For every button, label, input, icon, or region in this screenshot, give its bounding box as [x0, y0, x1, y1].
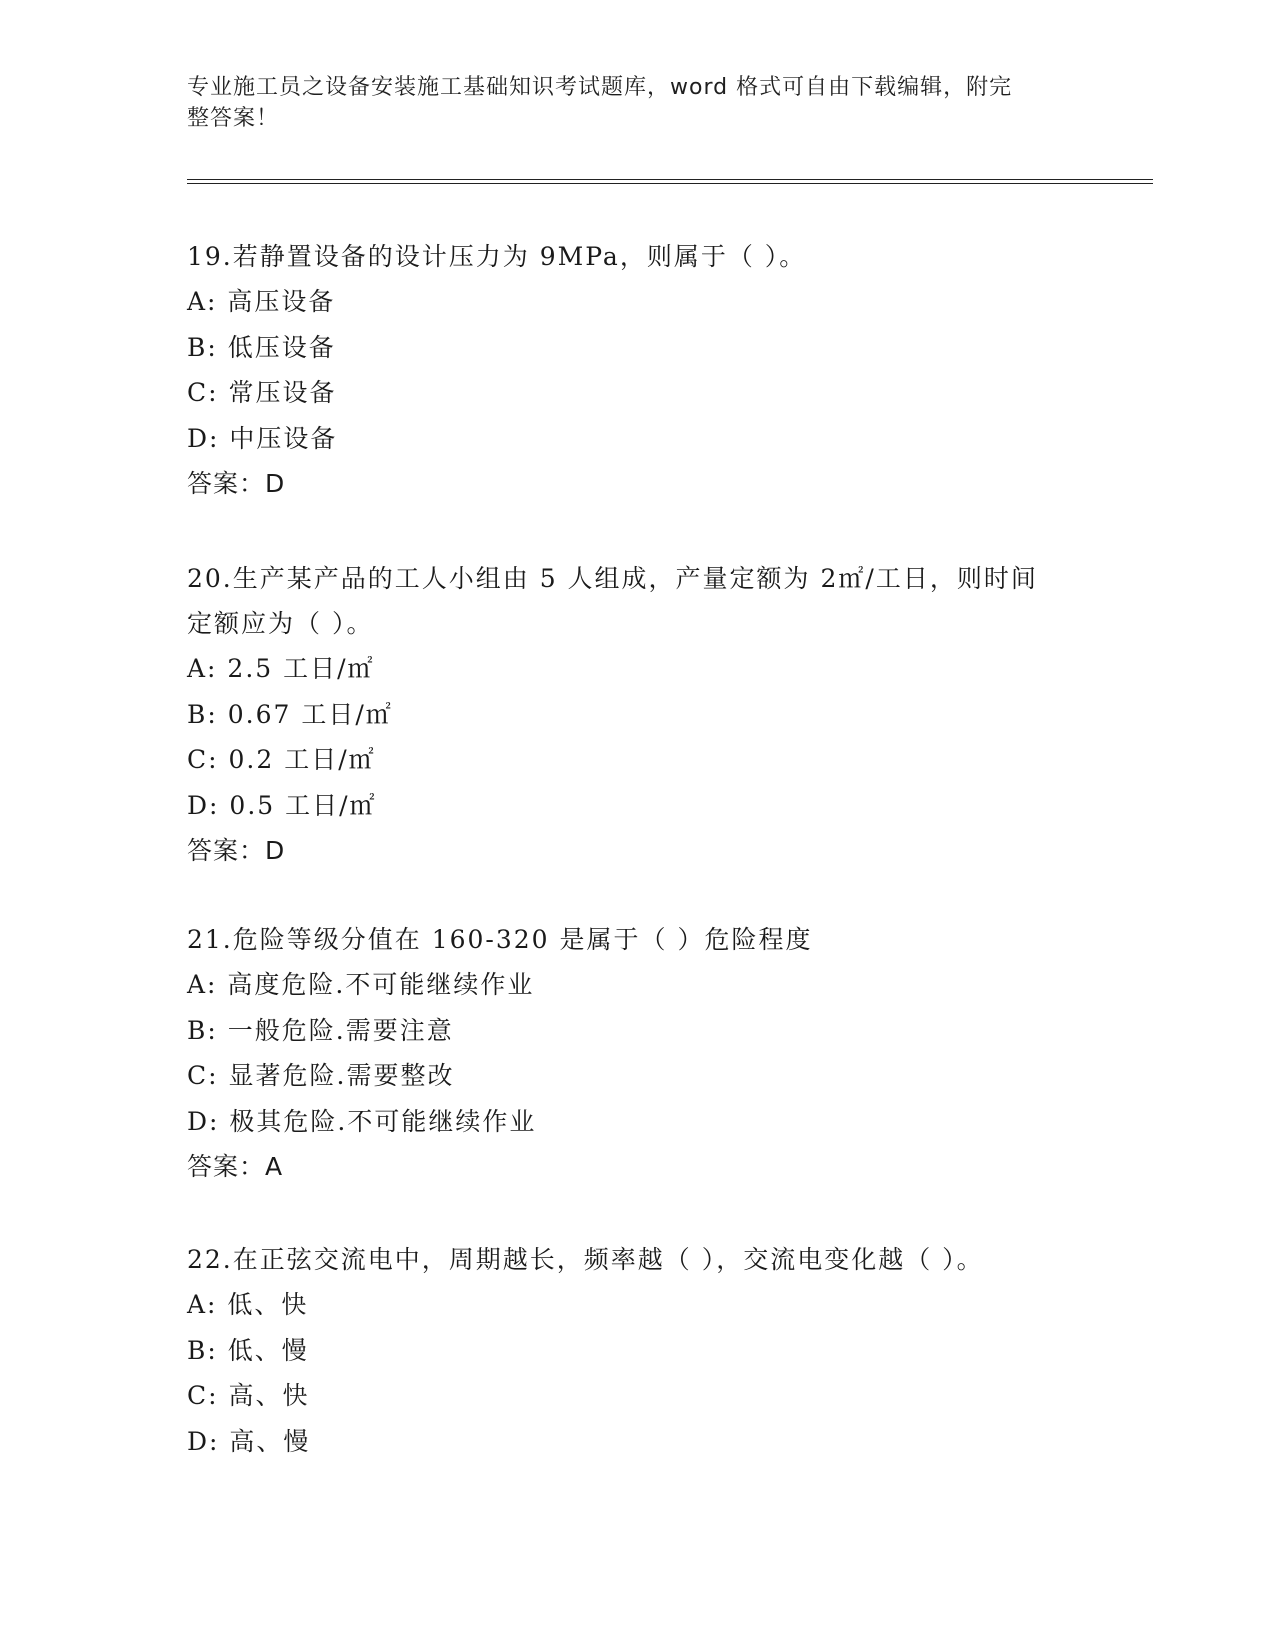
question-stem: 19.若静置设备的设计压力为 9MPa，则属于（ ）。	[187, 242, 807, 271]
answer-line: 答案：A	[187, 1152, 284, 1181]
option-a: A: 高压设备	[187, 287, 336, 316]
question-21	[187, 917, 1107, 1189]
option-c: C: 常压设备	[187, 378, 337, 407]
option-b: B: 低压设备	[187, 332, 336, 362]
option-a: A: 高度危险.不可能继续作业	[187, 970, 535, 999]
header-line-1: 专业施工员之设备安装施工基础知识考试题库，word 格式可自由下载编辑，附完	[187, 75, 1013, 100]
option-c: C: 0.2 工日/㎡	[187, 745, 376, 774]
document-header	[187, 72, 1067, 134]
option-d: D: 中压设备	[187, 423, 338, 453]
option-b: B: 0.67 工日/㎡	[187, 699, 393, 729]
header-divider-top	[187, 179, 1153, 180]
option-d: D: 高、慢	[187, 1426, 311, 1456]
question-19	[187, 234, 1107, 506]
option-c: C: 显著危险.需要整改	[187, 1061, 455, 1090]
question-stem: 21.危险等级分值在 160-320 是属于（ ）危险程度	[187, 925, 813, 954]
header-line-2: 整答案！	[187, 106, 280, 131]
header-divider-bottom	[187, 183, 1153, 184]
option-d: D: 0.5 工日/㎡	[187, 790, 377, 820]
option-d: D: 极其危险.不可能继续作业	[187, 1106, 537, 1136]
option-a: A: 低、快	[187, 1290, 309, 1319]
option-a: A: 2.5 工日/㎡	[187, 654, 375, 683]
question-22	[187, 1237, 1107, 1464]
option-b: B: 一般危险.需要注意	[187, 1015, 454, 1045]
option-b: B: 低、慢	[187, 1335, 309, 1365]
question-stem: 22.在正弦交流电中，周期越长，频率越（ ），交流电变化越（ ）。	[187, 1245, 984, 1274]
option-c: C: 高、快	[187, 1381, 310, 1410]
question-stem: 20.生产某产品的工人小组由 5 人组成，产量定额为 2㎡/工日，则时间	[187, 564, 1038, 593]
answer-line: 答案：D	[187, 836, 286, 865]
answer-line: 答案：D	[187, 469, 286, 498]
question-20	[187, 556, 1107, 873]
question-stem-continued: 定额应为（ ）。	[187, 609, 374, 638]
